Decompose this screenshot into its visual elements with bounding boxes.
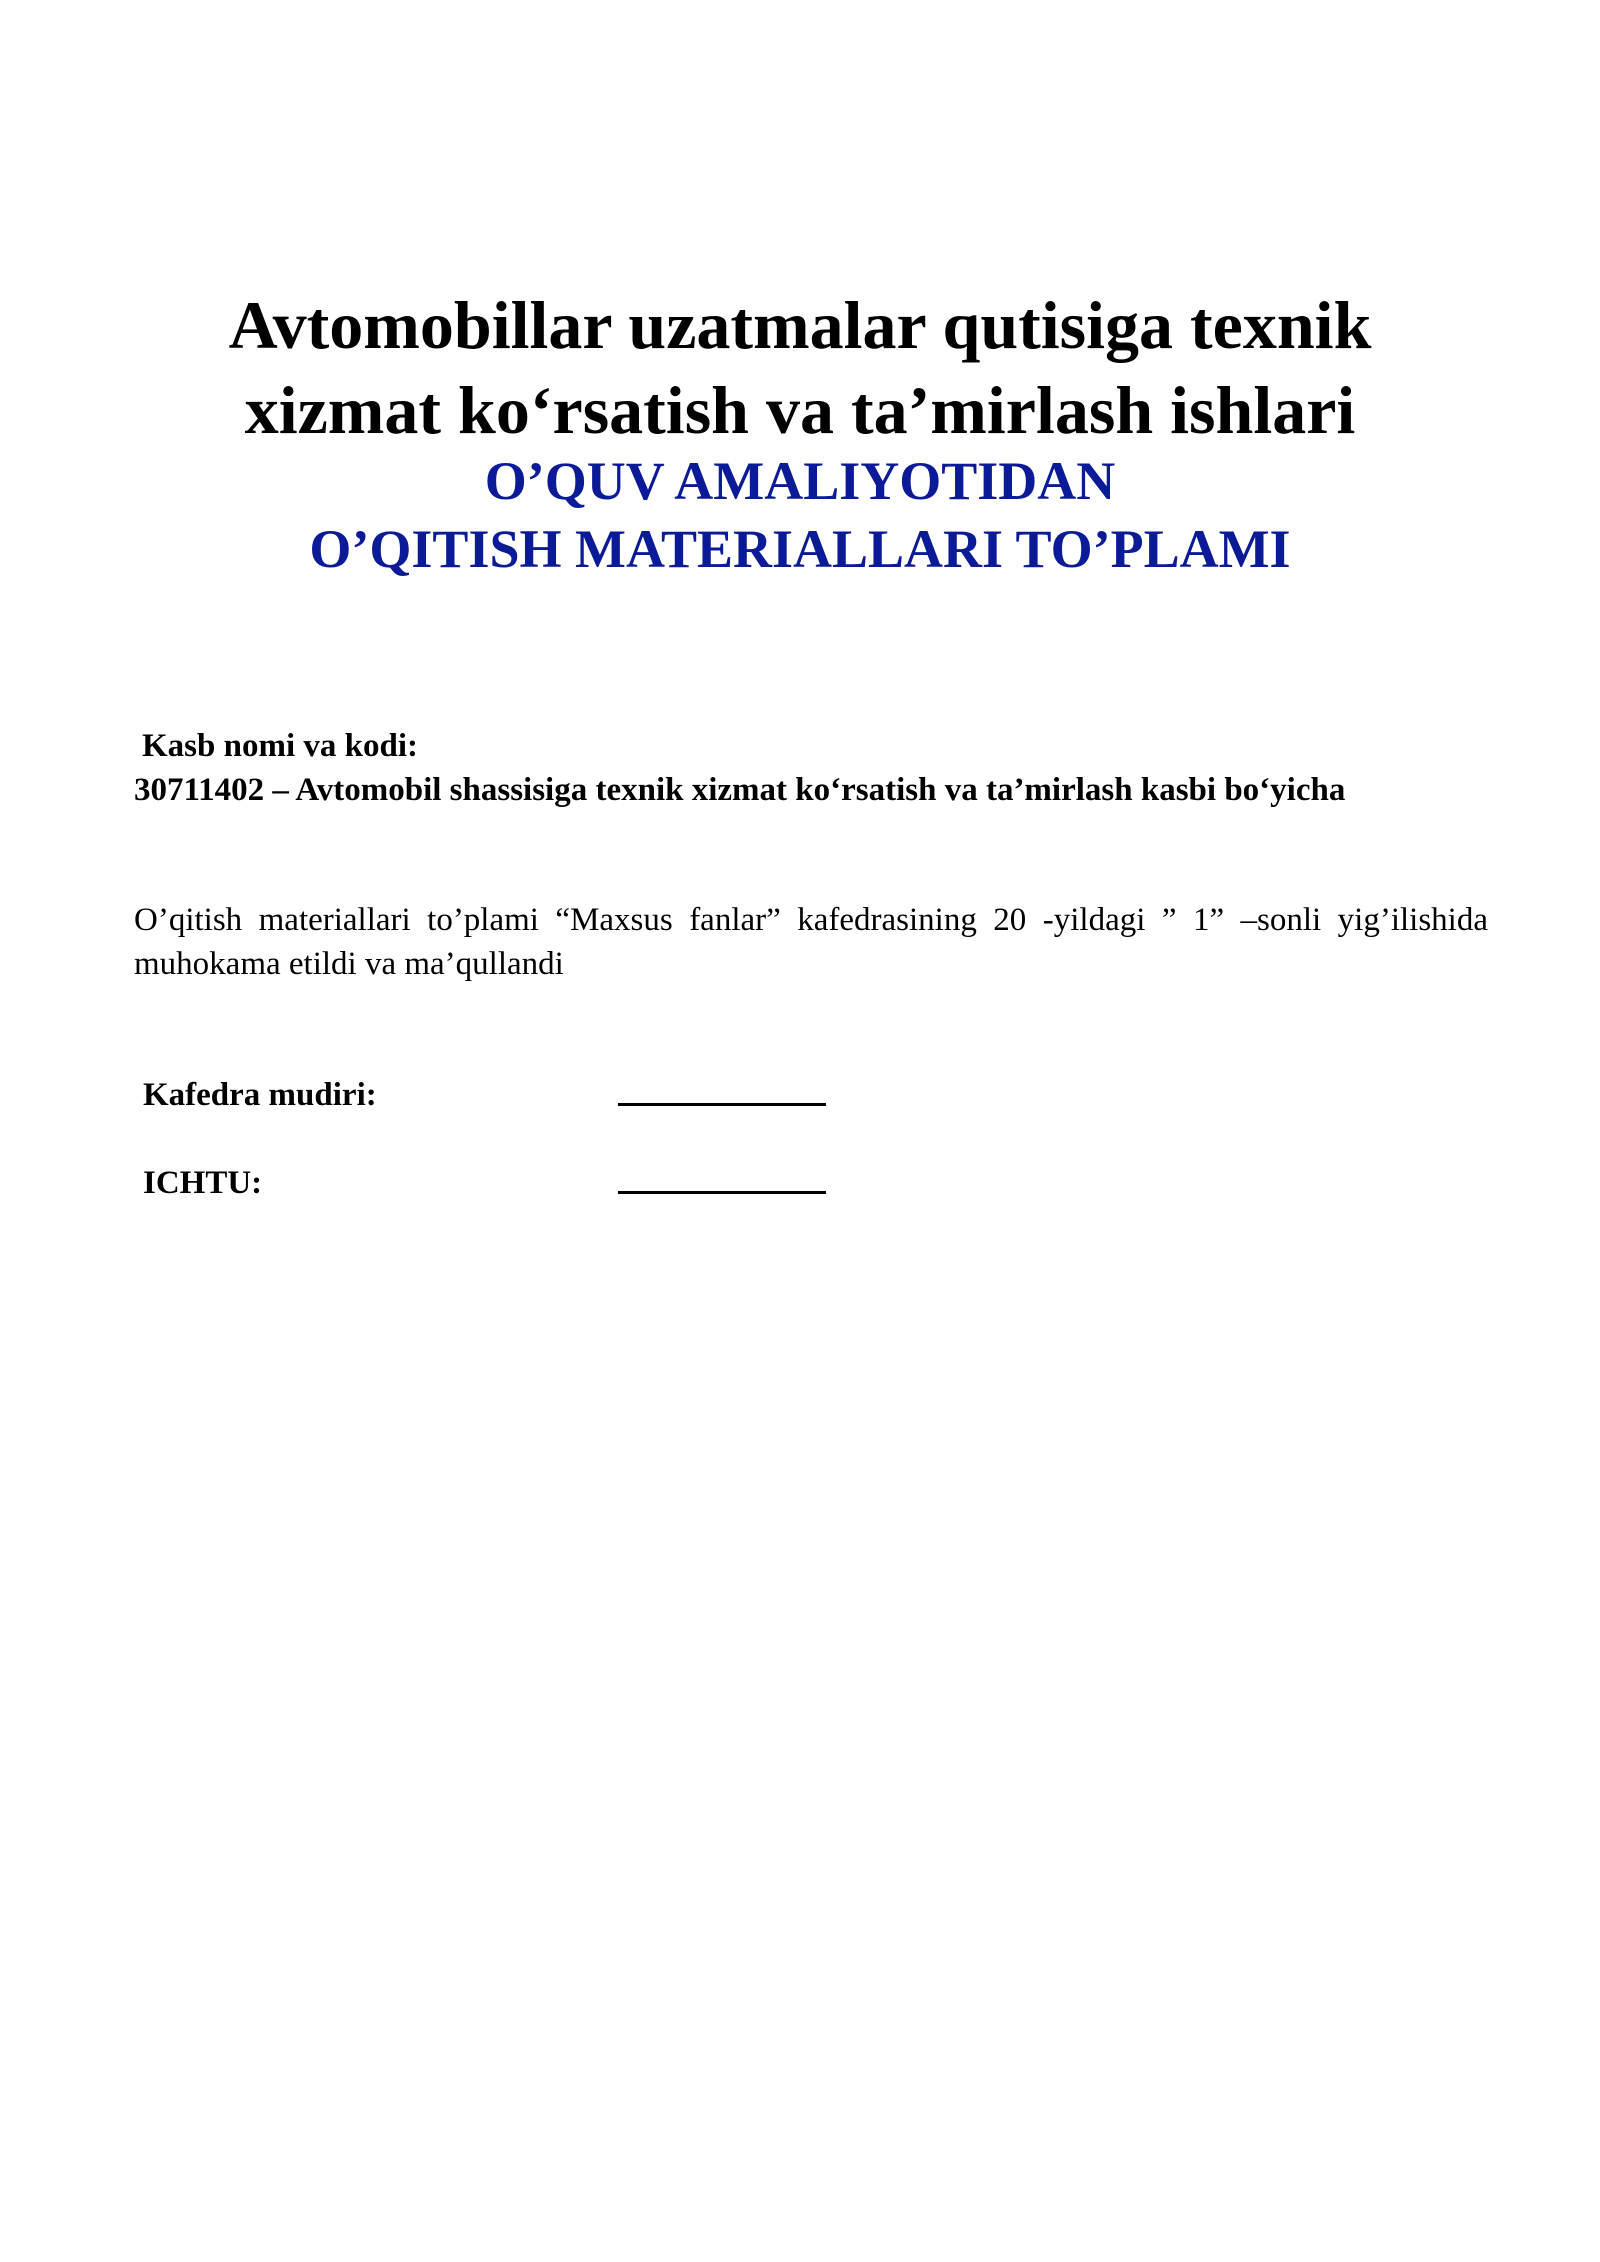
profession-label: Kasb nomi va kodi: (142, 728, 418, 764)
main-title-line-2: xizmat ko‘rsatish va ta’mirlash ishlari (244, 372, 1356, 448)
main-title-line-1: Avtomobillar uzatmalar qutisiga texnik (228, 287, 1372, 363)
profession-block (134, 724, 1494, 812)
subtitle-line-1: O’QUV AMALIYOTIDAN (484, 451, 1116, 511)
signature-line-ichtu (618, 1161, 826, 1194)
signature-label-ichtu: ICHTU: (143, 1165, 263, 1201)
signature-label-head: Kafedra mudiri: (143, 1077, 377, 1113)
title-block (0, 283, 1600, 583)
profession-code: 30711402 – Avtomobil shassisiga texnik xizmat ko‘rsatish va ta’mirlash kasbi bo‘yicha (134, 772, 1346, 808)
approval-paragraph: O’qitish materiallari to’plami “Maxsus fanlar” kafedrasining 20 -yildagi ” 1” –sonli yig’ilishida muhokama etildi va ma’qullandi (134, 902, 1488, 982)
signature-line-head (618, 1073, 826, 1106)
subtitle-line-2: O’QITISH MATERIALLARI TO’PLAMI (309, 519, 1291, 579)
